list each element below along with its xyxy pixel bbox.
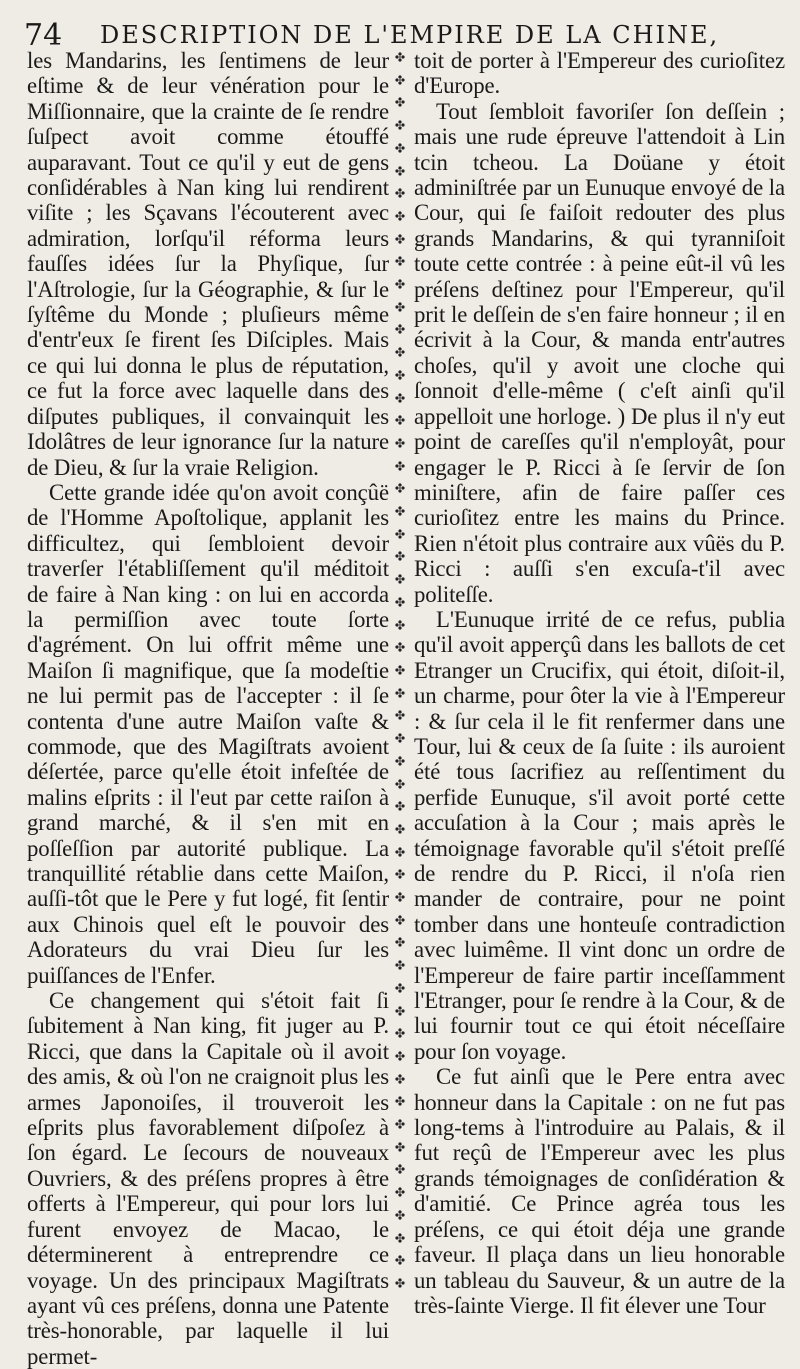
left-paragraph-2: Cette grande idée qu'on avoit conçûë de l'Homme Apoſtolique, applanit les difficultez, qui ſembloient devoir traverſer l'établiſſement qu'il méditoit de faire à Nan king : on lui en accorda la permiſſion avec toute ſorte d'agrément. On lui offrit même une Maiſon ſi magnifique, que ſa modeſtie ne lui permit pas de l'accepter : il ſe contenta d'une autre Maiſon vaſte & commode, que des Magiſtrats avoient déſertée, parce qu'elle étoit infeſtée de malins eſprits : il l'eut par cette raiſon à grand marché, & il s'en mit en poſſeſſion par autorité publique. La tranquillité rétablie dans cette Maiſon, auſſi-tôt que le Pere y fut logé, fit ſentir aux Chinois quel eſt le pouvoir des Adorateurs du vrai Dieu ſur les puiſſances de l'Enfer. — [27, 479, 389, 988]
fleuron-ornament-icon — [395, 688, 405, 698]
fleuron-ornament-icon — [395, 937, 405, 947]
fleuron-ornament-icon — [395, 1074, 405, 1084]
fleuron-ornament-icon — [395, 370, 405, 380]
fleuron-ornament-icon — [395, 438, 405, 448]
fleuron-ornament-icon — [395, 1096, 405, 1106]
fleuron-ornament-icon — [395, 1028, 405, 1038]
fleuron-ornament-icon — [395, 847, 405, 857]
fleuron-ornament-icon — [395, 256, 405, 266]
fleuron-ornament-icon — [395, 143, 405, 153]
running-title: DESCRIPTION DE L'EMPIRE DE LA CHINE, — [100, 21, 720, 49]
fleuron-ornament-icon — [395, 1006, 405, 1016]
fleuron-ornament-icon — [395, 801, 405, 811]
fleuron-ornament-icon — [395, 1142, 405, 1152]
fleuron-ornament-icon — [395, 529, 405, 539]
fleuron-ornament-icon — [395, 1255, 405, 1265]
fleuron-ornament-icon — [395, 710, 405, 720]
fleuron-ornament-icon — [395, 393, 405, 403]
left-column — [27, 48, 389, 1369]
fleuron-ornament-icon — [395, 869, 405, 879]
right-paragraph-3: L'Eunuque irrité de ce refus, publia qu'il avoit apperçû dans les ballots de cet Etranger un Crucifix, qui étoit, diſoit-il, un charme, pour ôter la vie à l'Empereur : & ſur cela il le fit renfermer dans une Tour, lui & ceux de ſa ſuite : ils auroient été tous ſacrifiez au reſſentiment du perfide Eunuque, s'il avoit porté cette accuſation à la Cour ; mais après le témoignage favorable qu'il s'étoit preſſé de rendre du P. Ricci, il n'oſa rien mander de contraire, pour ne point tomber dans une honteuſe contradiction avec luimême. Il vint donc un ordre de l'Empereur de faire partir inceſſamment l'Etranger, pour ſe rendre à la Cour, & de lui fournir tout ce qui étoit néceſſaire pour ſon voyage. — [414, 606, 785, 1064]
fleuron-ornament-icon — [395, 415, 405, 425]
fleuron-ornament-icon — [395, 1210, 405, 1220]
fleuron-ornament-icon — [395, 211, 405, 221]
fleuron-ornament-icon — [395, 1187, 405, 1197]
fleuron-ornament-icon — [395, 665, 405, 675]
fleuron-ornament-icon — [395, 642, 405, 652]
left-paragraph-1: les Mandarins, les ſentimens de leur eſtime & de leur vénération pour le Miſſionnaire, que la crainte de ſe rendre ſuſpect avoit comme étouffé auparavant. Tout ce qu'il y eut de gens conſidérables à Nan king lui rendirent viſite ; les Sçavans l'écouterent avec admiration, lorſqu'il réforma leurs fauſſes idées ſur la Phyſique, ſur l'Aſtrologie, ſur la Géographie, & ſur le ſyſtême du Monde ; pluſieurs même d'entr'eux ſe firent ſes Diſciples. Mais ce qui lui donna le plus de réputation, ce fut la force avec laquelle dans des diſputes publiques, il convainquit les Idolâtres de leur ignorance ſur la nature de Dieu, & ſur la vraie Religion. — [27, 48, 389, 480]
fleuron-ornament-icon — [395, 597, 405, 607]
fleuron-ornament-icon — [395, 779, 405, 789]
fleuron-ornament-icon — [395, 97, 405, 107]
right-paragraph-2: Tout ſembloit favoriſer ſon deſſein ; mais une rude épreuve l'attendoit à Lin tcin tcheou. La Doüane y étoit adminiſtrée par un Eunuque envoyé de la Cour, qui ſe faiſoit redouter des plus grands Mandarins, & qui tyranniſoit toute cette contrée : à peine eût-il vû les préſens deſtinez pour l'Empereur, qu'il prit le deſſein de s'en faire honneur ; il en écrivit à la Cour, & manda entr'autres choſes, qu'il y avoit une cloche qui ſonnoit d'elle-même ( c'eſt ainſi qu'il appelloit une horloge. ) De plus il n'y eut point de careſſes qu'il n'employât, pour engager le P. Ricci à ſe ſervir de ſon miniſtere, afin de faire paſſer ces curioſitez entre les mains du Prince. Rien n'étoit plus contraire aux vûës du P. Ricci : auſſi s'en excuſa-t'il avec politeſſe. — [414, 98, 785, 607]
fleuron-ornament-icon — [395, 824, 405, 834]
fleuron-ornament-icon — [395, 1278, 405, 1288]
fleuron-ornament-icon — [395, 75, 405, 85]
fleuron-ornament-icon — [395, 1164, 405, 1174]
fleuron-ornament-icon — [395, 52, 405, 62]
fleuron-ornament-icon — [395, 120, 405, 130]
left-paragraph-3: Ce changement qui s'étoit fait ſi ſubitement à Nan king, fit juger au P. Ricci, que dans la Capitale où il avoit des amis, & où l'on ne craignoit plus les armes Japonoiſes, il trouveroit les eſprits plus favorablement diſpoſez à ſon égard. Le ſecours de nouveaux Ouvriers, & des préſens propres à être offerts à l'Empereur, qui pour lors lui furent envoyez de Macao, le déterminerent à entreprendre ce voyage. Un des principaux Magiſtrats ayant vû ces préſens, donna une Patente très-honorable, par laquelle il lui permet- — [27, 988, 389, 1369]
fleuron-ornament-icon — [395, 1233, 405, 1243]
right-paragraph-4: Ce fut ainſi que le Pere entra avec honneur dans la Capitale : on ne fut pas long-tems à l'introduire au Palais, & il fut reçû de l'Empereur avec les plus grands témoignages de conſidération & d'amitié. Ce Prince agréa tous les préſens, ce qui étoit déja une grande faveur. Il plaça dans un lieu honorable un tableau du Sauveur, & un autre de la très-ſainte Vierge. Il fit élever une Tour — [414, 1064, 785, 1318]
fleuron-ornament-icon — [395, 915, 405, 925]
fleuron-ornament-icon — [395, 234, 405, 244]
fleuron-ornament-icon — [395, 506, 405, 516]
fleuron-ornament-icon — [395, 733, 405, 743]
right-column — [414, 48, 785, 1318]
fleuron-ornament-icon — [395, 483, 405, 493]
fleuron-ornament-icon — [395, 960, 405, 970]
fleuron-ornament-icon — [395, 461, 405, 471]
fleuron-ornament-icon — [395, 302, 405, 312]
fleuron-ornament-icon — [395, 620, 405, 630]
ornamental-column-rule — [390, 52, 410, 1288]
fleuron-ornament-icon — [395, 983, 405, 993]
fleuron-ornament-icon — [395, 756, 405, 766]
page-number: 74 — [24, 18, 63, 53]
fleuron-ornament-icon — [395, 347, 405, 357]
fleuron-ornament-icon — [395, 166, 405, 176]
fleuron-ornament-icon — [395, 1051, 405, 1061]
fleuron-ornament-icon — [395, 574, 405, 584]
fleuron-ornament-icon — [395, 551, 405, 561]
right-paragraph-1: toit de porter à l'Empereur des curioſitez d'Europe. — [414, 48, 785, 99]
fleuron-ornament-icon — [395, 188, 405, 198]
fleuron-ornament-icon — [395, 1119, 405, 1129]
fleuron-ornament-icon — [395, 279, 405, 289]
fleuron-ornament-icon — [395, 892, 405, 902]
fleuron-ornament-icon — [395, 324, 405, 334]
